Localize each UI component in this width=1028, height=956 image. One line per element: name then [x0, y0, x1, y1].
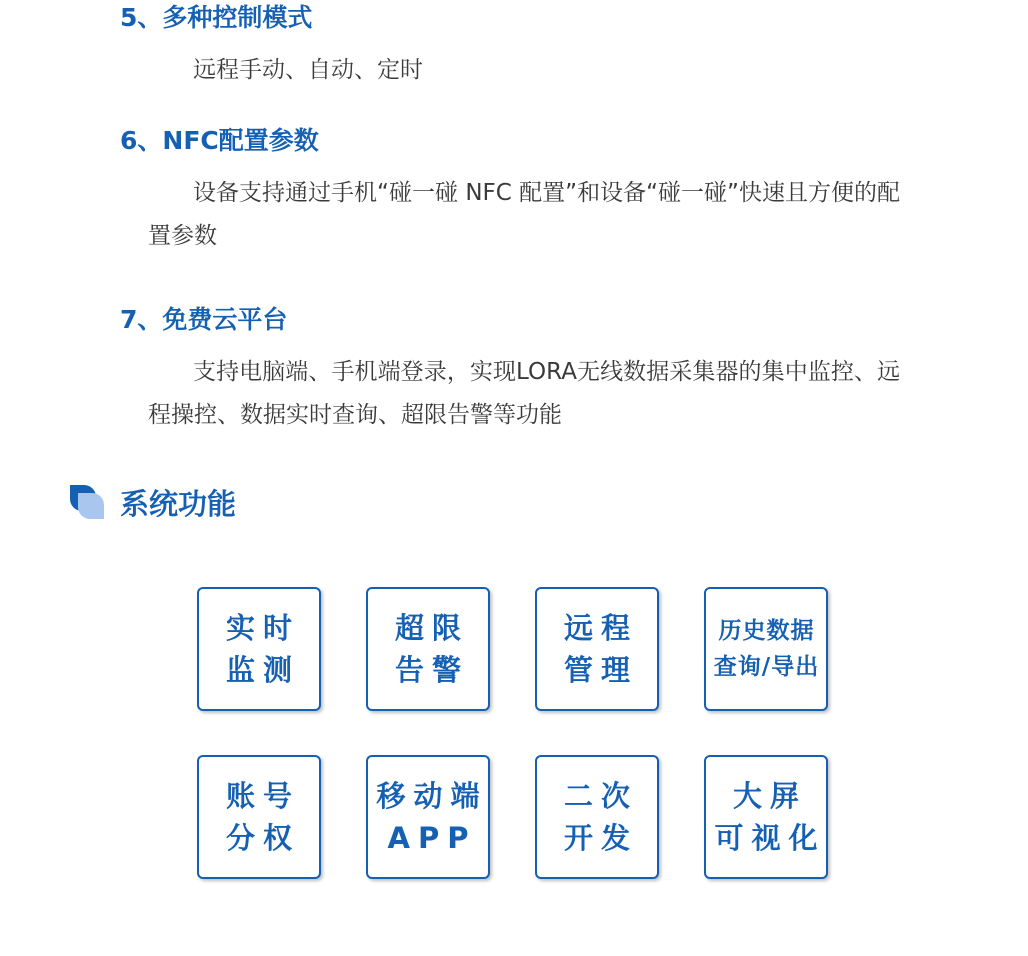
- feature-card-line: 移动端: [376, 779, 488, 813]
- feature-card-line: 实时: [225, 611, 300, 645]
- heading-cloud-platform: 7、免费云平台: [120, 305, 288, 334]
- heading-control-modes: 5、多种控制模式: [120, 3, 313, 32]
- feature-card-line: 开发: [563, 821, 638, 855]
- feature-card-line: 可视化: [714, 821, 826, 855]
- feature-card-line: 账号: [225, 779, 300, 813]
- feature-card-line: 大屏: [732, 779, 807, 813]
- feature-card-line: 远程: [563, 611, 638, 645]
- heading-nfc-config: 6、NFC配置参数: [120, 126, 319, 155]
- feature-card-account-permissions: [197, 755, 321, 879]
- feature-card-mobile-app: [366, 755, 490, 879]
- section-title-text: 系统功能: [120, 486, 237, 521]
- feature-card-line: APP: [387, 821, 477, 855]
- paragraph-control-modes: 远程手动、自动、定时: [193, 57, 423, 83]
- section-title-system-functions: [70, 482, 236, 522]
- feature-card-line: 监测: [225, 653, 300, 687]
- feature-card-line: 管理: [563, 653, 638, 687]
- feature-card-big-screen-visualization: [704, 755, 828, 879]
- section-marker-icon: [70, 485, 104, 519]
- feature-card-history-export: [704, 587, 828, 711]
- feature-card-over-limit-alarm: [366, 587, 490, 711]
- feature-card-remote-management: [535, 587, 659, 711]
- feature-card-line: 二次: [563, 779, 638, 813]
- feature-card-line: 查询/导出: [713, 654, 820, 680]
- paragraph-nfc-config: 设备支持通过手机“碰一碰 NFC 配置”和设备“碰一碰”快速且方便的配置参数: [148, 180, 900, 249]
- paragraph-cloud-platform: 支持电脑端、手机端登录，实现LORA无线数据采集器的集中监控、远程操控、数据实时查询、超限告警等功能: [148, 359, 900, 428]
- feature-card-line: 历史数据: [718, 618, 815, 644]
- feature-card-secondary-development: [535, 755, 659, 879]
- feature-card-realtime-monitoring: [197, 587, 321, 711]
- feature-card-line: 超限: [394, 611, 469, 645]
- feature-card-line: 告警: [394, 653, 469, 687]
- feature-card-line: 分权: [225, 821, 300, 855]
